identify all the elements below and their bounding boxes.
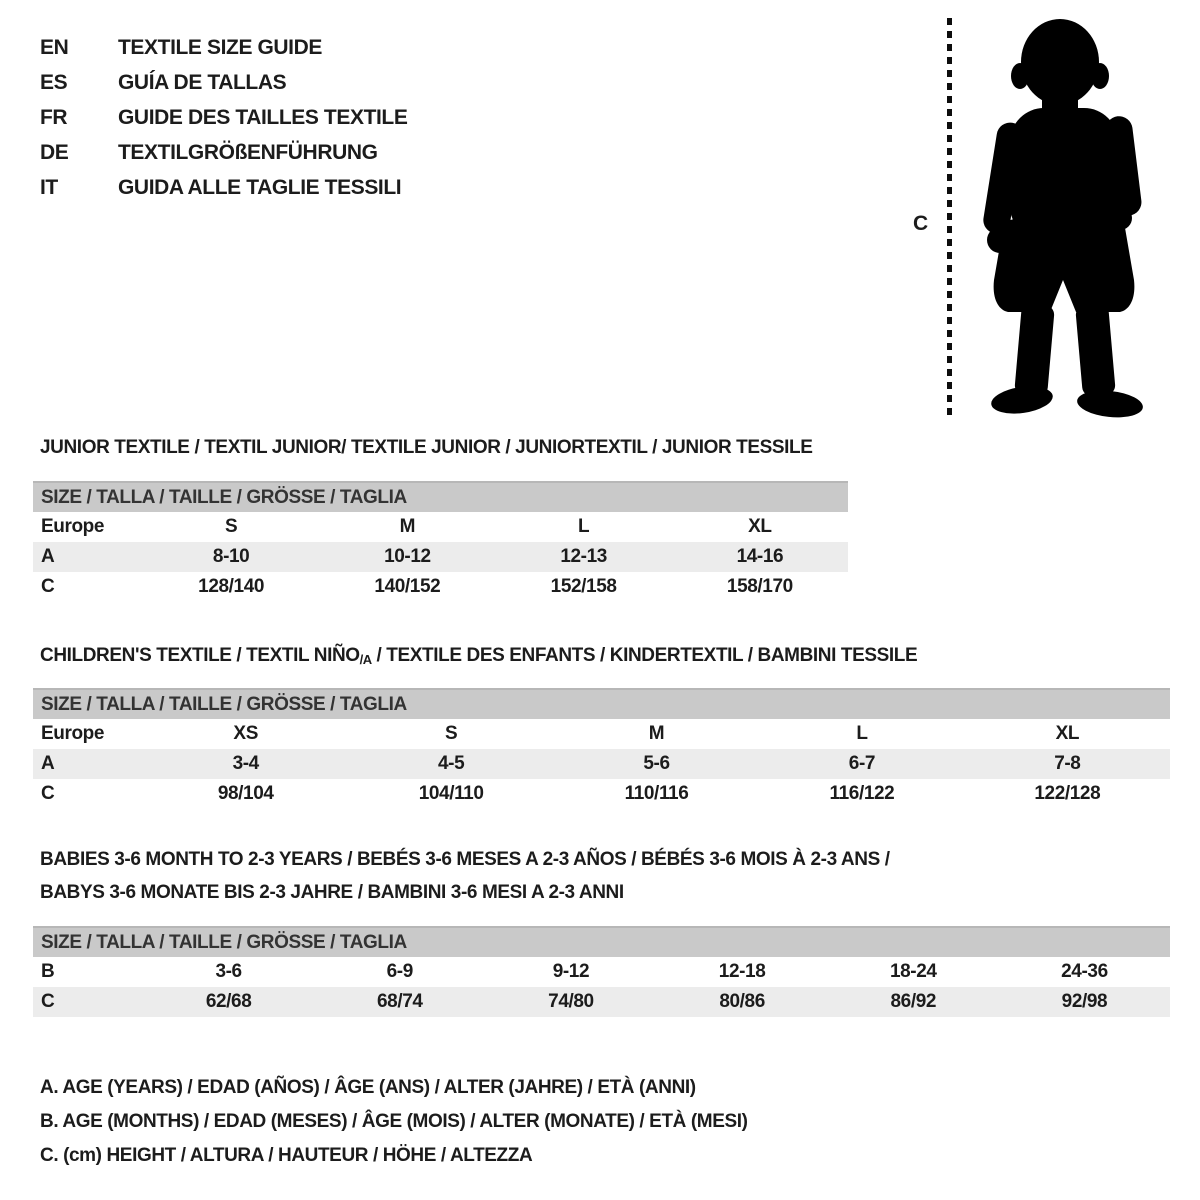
language-label: GUÍA DE TALLAS [118,70,287,94]
section-title-babies-line2: BABYS 3-6 MONATE BIS 2-3 JAHRE / BAMBINI 3-6 MESI A 2-3 ANNI [40,882,624,903]
table-cell: XL [1055,723,1080,744]
language-row [40,30,407,65]
table-row [33,512,848,542]
table-cell: S [224,516,238,537]
language-code: ES [40,70,68,94]
legend-line-a: A. AGE (YEARS) / EDAD (AÑOS) / ÂGE (ANS) / ALTER (JAHRE) / ETÀ (ANNI) [40,1077,696,1098]
row-label: A [41,546,55,567]
table-cell: 5-6 [643,753,670,774]
language-code: DE [40,140,69,164]
junior-textile-table [33,481,848,602]
language-code: FR [40,105,68,129]
language-label: TEXTILGRÖßENFÜHRUNG [118,140,378,164]
table-cell: L [856,723,868,744]
table-row [33,572,848,602]
children-textile-table [33,688,1170,809]
table-cell: 122/128 [1034,783,1101,804]
row-label: Europe [41,516,105,537]
table-cell: 116/122 [829,783,895,804]
table-cell: 14-16 [736,546,784,567]
row-label: A [41,753,55,774]
table-cell: 140/152 [374,576,441,597]
table-row [33,749,1170,779]
language-row [40,65,407,100]
language-row [40,100,407,135]
section-title-children-sub: /A [359,652,372,667]
table-row [33,542,848,572]
table-cell: 6-7 [848,753,876,774]
language-label: GUIDE DES TAILLES TEXTILE [118,105,408,129]
table-cell: 158/170 [726,576,793,597]
table-row [33,987,1170,1017]
size-header-bar: SIZE / TALLA / TAILLE / GRÖSSE / TAGLIA [33,481,848,512]
legend-line-b: B. AGE (MONTHS) / EDAD (MESES) / ÂGE (MOIS) / ALTER (MONATE) / ETÀ (MESI) [40,1111,748,1132]
table-cell: 152/158 [550,576,617,597]
table-cell: 4-5 [437,753,465,774]
table-cell: 12-18 [718,961,766,982]
row-label: Europe [41,723,105,744]
table-cell: 9-12 [552,961,590,982]
size-header-bar: SIZE / TALLA / TAILLE / GRÖSSE / TAGLIA [33,688,1170,719]
babies-textile-table [33,926,1170,1017]
table-cell: S [444,723,458,744]
language-row [40,170,407,205]
legend [40,1071,748,1173]
row-label: C [41,991,55,1012]
table-cell: 62/68 [205,991,252,1012]
section-title-babies-line1: BABIES 3-6 MONTH TO 2-3 YEARS / BEBÉS 3-6 MESES A 2-3 AÑOS / BÉBÉS 3-6 MOIS À 2-3 ANS / [40,849,890,870]
table-cell: 10-12 [384,546,431,567]
size-header-bar: SIZE / TALLA / TAILLE / GRÖSSE / TAGLIA [33,926,1170,957]
table-cell: 12-13 [560,546,607,567]
row-label: C [41,783,55,804]
table-cell: M [399,516,416,537]
table-cell: M [648,723,665,744]
table-cell: 86/92 [890,991,937,1012]
table-cell: 98/104 [217,783,274,804]
toddler-silhouette-icon [960,12,1170,422]
legend-line-c: C. (cm) HEIGHT / ALTURA / HAUTEUR / HÖHE / ALTEZZA [40,1145,533,1166]
table-cell: XS [233,723,258,744]
table-cell: 7-8 [1054,753,1081,774]
table-cell: 3-4 [232,753,259,774]
height-line-label: C [913,212,928,235]
row-label: B [41,961,55,982]
section-title-children [40,645,917,667]
table-cell: 8-10 [212,546,250,567]
table-cell: 110/116 [624,783,689,804]
table-cell: 68/74 [376,991,423,1012]
section-title-children-pre: CHILDREN'S TEXTILE / TEXTIL NIÑO [40,645,360,666]
table-row [33,957,1170,987]
table-cell: 74/80 [548,991,594,1012]
language-code: IT [40,175,58,199]
height-dashed-line-icon [947,18,952,418]
language-row [40,135,407,170]
table-cell: 92/98 [1061,991,1108,1012]
table-cell: 3-6 [215,961,242,982]
language-label: GUIDA ALLE TAGLIE TESSILI [118,175,402,199]
table-cell: 128/140 [198,576,265,597]
section-title-junior: JUNIOR TEXTILE / TEXTIL JUNIOR/ TEXTILE JUNIOR / JUNIORTEXTIL / JUNIOR TESSILE [40,437,813,458]
language-code: EN [40,35,69,59]
language-list [40,30,407,205]
table-cell: 18-24 [889,961,937,982]
table-row [33,719,1170,749]
language-label: TEXTILE SIZE GUIDE [118,35,322,59]
table-cell: 80/86 [719,991,765,1012]
section-title-children-post: / TEXTILE DES ENFANTS / KINDERTEXTIL / BAMBINI TESSILE [371,645,918,666]
row-label: C [41,576,55,597]
table-row [33,779,1170,809]
table-cell: 6-9 [386,961,413,982]
table-cell: 104/110 [418,783,484,804]
table-cell: 24-36 [1061,961,1108,982]
table-cell: L [578,516,590,537]
table-cell: XL [748,516,772,537]
